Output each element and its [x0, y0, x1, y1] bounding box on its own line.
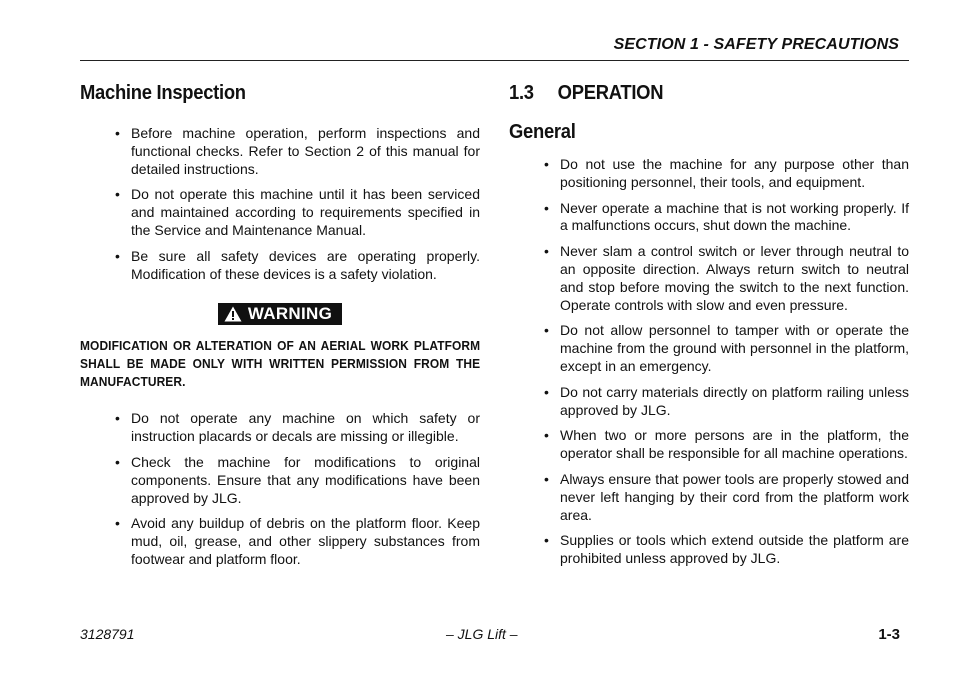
section-title: OPERATION — [557, 82, 664, 104]
list-item: • Before machine operation, perform inspections and functional checks. Refer to Section 2 of this manual for detailed instructions. — [131, 125, 480, 178]
list-item: • Do not operate this machine until it has been serviced and maintained according to requirements specified in the Service and Maintenance Manual. — [131, 186, 480, 239]
list-item: • When two or more persons are in the platform, the operator shall be responsible for all machine operations. — [560, 427, 909, 463]
page-header — [80, 32, 909, 61]
list-item: • Do not allow personnel to tamper with or operate the machine from the ground with personnel in the platform, except in an emergency. — [560, 322, 909, 375]
warning-box — [218, 303, 342, 325]
list-item: • Do not use the machine for any purpose other than positioning personnel, their tools, and equipment. — [560, 156, 909, 192]
general-subheading: General — [509, 121, 576, 143]
operation-heading — [509, 82, 877, 105]
list-item: • Be sure all safety devices are operating properly. Modification of these devices is a safety violation. — [131, 248, 480, 284]
list-item: • Never slam a control switch or lever through neutral to an opposite direction. Always return switch to neutral and stop before moving the switch to the next function. Operate controls with slow and even pressure. — [560, 243, 909, 314]
machine-inspection-heading: Machine Inspection — [80, 82, 246, 104]
list-item: • Check the machine for modifications to original components. Ensure that any modifications have been approved by JLG. — [131, 454, 480, 507]
footer-title: – JLG Lift – — [446, 626, 518, 642]
document-number: 3128791 — [80, 626, 135, 642]
section-number: 1.3 — [509, 82, 534, 104]
page-number: 1-3 — [878, 626, 900, 643]
list-item: • Avoid any buildup of debris on the platform floor. Keep mud, oil, grease, and other slippery substances from footwear and platform floor. — [131, 515, 480, 568]
left-column — [80, 82, 480, 577]
inspection-list-bottom — [131, 410, 480, 568]
page-footer — [80, 626, 900, 646]
warning-text: MODIFICATION OR ALTERATION OF AN AERIAL WORK PLATFORM SHALL BE MADE ONLY WITH WRITTEN PERMISSION FROM THE MANUFACTURER. — [80, 338, 481, 390]
list-item: • Supplies or tools which extend outside the platform are prohibited unless approved by JLG. — [560, 532, 909, 568]
warning-label: WARNING — [247, 304, 333, 324]
list-item: • Do not operate any machine on which safety or instruction placards or decals are missing or illegible. — [131, 410, 480, 446]
warning-banner — [80, 303, 480, 327]
section-header-title: SECTION 1 - SAFETY PRECAUTIONS — [613, 36, 899, 53]
list-item: • Never operate a machine that is not working properly. If a malfunctions occurs, shut down the machine. — [560, 200, 909, 236]
right-column — [509, 82, 909, 576]
operation-list — [560, 156, 909, 568]
list-item: • Always ensure that power tools are properly stowed and never left hanging by their cord from the platform work area. — [560, 471, 909, 524]
inspection-list-top — [131, 125, 480, 283]
list-item: • Do not carry materials directly on platform railing unless approved by JLG. — [560, 384, 909, 420]
warning-triangle-icon — [224, 306, 242, 322]
